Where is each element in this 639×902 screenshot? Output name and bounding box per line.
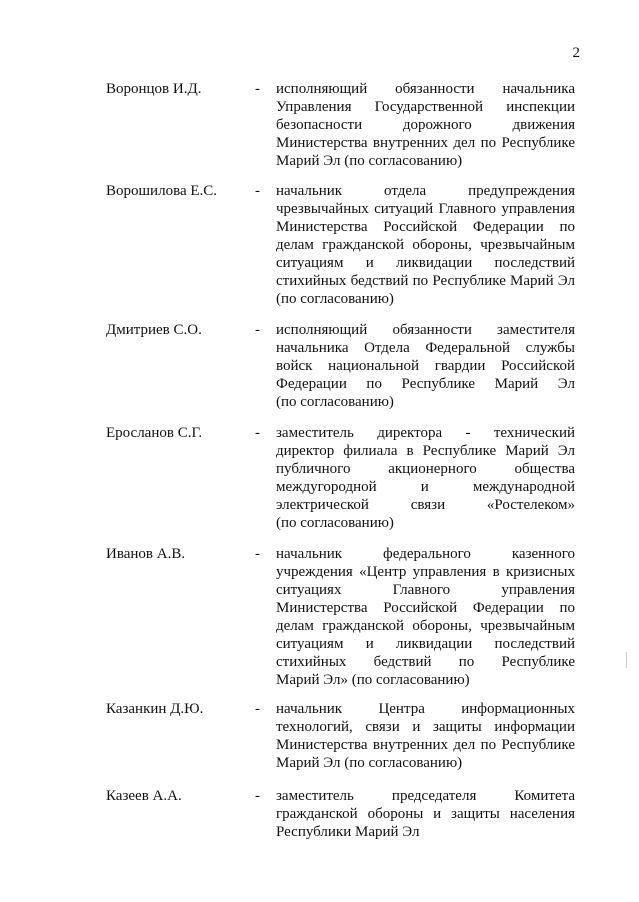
member-description-line: Федерации по Республике Марий Эл <box>276 376 575 392</box>
member-description-line: директор филиала в Республике Марий Эл <box>276 443 575 459</box>
member-name: Иванов А.В. <box>106 546 186 562</box>
member-name: Ворошилова Е.С. <box>106 183 218 199</box>
member-description-line: Министерства внутренних дел по Республике <box>276 737 575 753</box>
member-description-line: электрической связи «Ростелеком» <box>276 497 575 513</box>
member-description-line: начальника Отдела Федеральной службы <box>276 340 575 356</box>
member-description-line: ситуациях Главного управления <box>276 582 575 598</box>
margin-mark <box>626 652 627 668</box>
member-description-line: стихийных бедствий по Республике Марий Эл <box>276 273 575 289</box>
member-description-line: стихийных бедствий по Республике <box>276 654 575 670</box>
member-description-line: начальник Центра информационных <box>276 701 575 717</box>
member-description-line: (по согласованию) <box>276 291 394 307</box>
member-description <box>276 80 575 170</box>
member-description-line: делам гражданской обороны, чрезвычайным <box>276 237 575 253</box>
member-dash: - <box>255 425 260 441</box>
member-name: Казеев А.А. <box>106 788 182 804</box>
member-description-line: публичного акционерного общества <box>276 461 575 477</box>
member-description-line: чрезвычайных ситуаций Главного управления <box>276 201 575 217</box>
member-description-line: исполняющий обязанности начальника <box>276 81 575 97</box>
member-description-line: междугородной и международной <box>276 479 575 495</box>
member-description-line: (по согласованию) <box>276 394 394 410</box>
member-description <box>276 424 575 532</box>
member-description-line: ситуациям и ликвидации последствий <box>276 636 575 652</box>
member-description-line: (по согласованию) <box>276 515 394 531</box>
member-name: Воронцов И.Д. <box>106 81 202 97</box>
member-description-line: Марий Эл» (по согласованию) <box>276 672 470 688</box>
member-dash: - <box>255 546 260 562</box>
member-dash: - <box>255 322 260 338</box>
member-description <box>276 321 575 411</box>
member-description-line: безопасности дорожного движения <box>276 117 575 133</box>
member-description-line: технологий, связи и защиты информации <box>276 719 575 735</box>
member-description-line: Марий Эл (по согласованию) <box>276 755 463 771</box>
member-description-line: гражданской обороны и защиты населения <box>276 806 575 822</box>
member-name: Казанкин Д.Ю. <box>106 701 204 717</box>
member-description <box>276 182 575 308</box>
member-dash: - <box>255 81 260 97</box>
member-dash: - <box>255 701 260 717</box>
member-description-line: учреждения «Центр управления в кризисных <box>276 564 575 580</box>
member-description-line: Республики Марий Эл <box>276 824 420 840</box>
member-description-line: ситуациям и ликвидации последствий <box>276 255 575 271</box>
member-description-line: исполняющий обязанности заместителя <box>276 322 575 338</box>
member-description-line: Марий Эл (по согласованию) <box>276 153 463 169</box>
member-description-line: начальник отдела предупреждения <box>276 183 575 199</box>
member-description-line: начальник федерального казенного <box>276 546 575 562</box>
member-description-line: Министерства Российской Федерации по <box>276 219 575 235</box>
page-number: 2 <box>572 45 580 61</box>
member-dash: - <box>255 788 260 804</box>
member-description-line: заместитель председателя Комитета <box>276 788 575 804</box>
member-description-line: делам гражданской обороны, чрезвычайным <box>276 618 575 634</box>
member-description <box>276 700 575 772</box>
member-name: Еросланов С.Г. <box>106 425 203 441</box>
member-description <box>276 545 575 689</box>
member-description-line: войск национальной гвардии Российской <box>276 358 575 374</box>
member-description-line: Министерства внутренних дел по Республике <box>276 135 575 151</box>
member-description <box>276 787 575 841</box>
member-description-line: заместитель директора - технический <box>276 425 575 441</box>
member-description-line: Управления Государственной инспекции <box>276 99 575 115</box>
member-description-line: Министерства Российской Федерации по <box>276 600 575 616</box>
member-dash: - <box>255 183 260 199</box>
member-name: Дмитриев С.О. <box>106 322 202 338</box>
